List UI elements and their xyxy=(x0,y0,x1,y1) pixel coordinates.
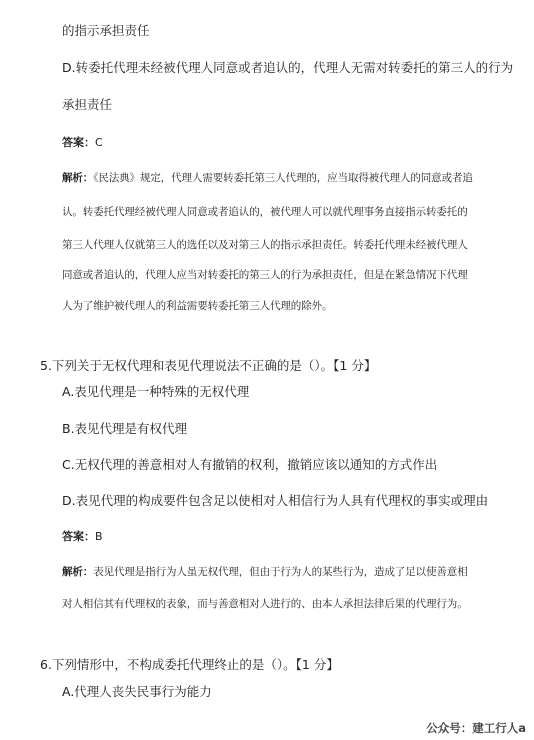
analysis-line-5: 人为了维护被代理人的利益需要转委托第三人代理的除外。 xyxy=(62,300,333,312)
option-c-continuation: 的指示承担责任 xyxy=(62,23,150,38)
analysis-line-4: 同意或者追认的，代理人应当对转委托的第三人的行为承担责任，但是在紧急情况下代理 xyxy=(62,269,468,281)
option-d-line1: D.转委托代理未经被代理人同意或者追认的，代理人无需对转委托的第三人的行为 xyxy=(62,60,514,75)
q6-option-a: A.代理人丧失民事行为能力 xyxy=(62,684,212,699)
analysis-label: 解析： xyxy=(62,566,94,578)
analysis-line-2: 认。转委托代理经被代理人同意或者追认的，被代理人可以就代理事务直接指示转委托的 xyxy=(62,206,468,218)
watermark: 公众号：建工行人a xyxy=(426,721,526,735)
analysis-label: 解析： xyxy=(62,172,94,184)
q5-option-b: B.表见代理是有权代理 xyxy=(62,421,188,436)
answer-value: B xyxy=(95,530,103,543)
q5-analysis-line-1 xyxy=(62,564,468,579)
answer-label: 答案： xyxy=(62,530,95,543)
question-5-title: 5.下列关于无权代理和表见代理说法不正确的是（）。【1 分】 xyxy=(40,358,377,373)
analysis-text: 表见代理是指行为人虽无权代理，但由于行为人的某些行为，造成了足以使善意相 xyxy=(93,566,468,578)
q5-option-d: D.表见代理的构成要件包含足以使相对人相信行为人具有代理权的事实或理由 xyxy=(62,493,489,508)
answer-value: C xyxy=(95,136,103,149)
answer-row-q5 xyxy=(62,528,103,544)
question-6-title: 6.下列情形中，不构成委托代理终止的是（）。【1 分】 xyxy=(40,657,339,672)
analysis-text: 《民法典》规定，代理人需要转委托第三人代理的，应当取得被代理人的同意或者追 xyxy=(93,172,473,184)
q5-option-c: C.无权代理的善意相对人有撤销的权利，撤销应该以通知的方式作出 xyxy=(62,457,438,472)
answer-row-prev xyxy=(62,134,103,150)
analysis-line-1 xyxy=(62,170,473,185)
q5-analysis-line-2: 对人相信其有代理权的表象，而与善意相对人进行的、由本人承担法律后果的代理行为。 xyxy=(62,598,468,610)
option-d-line2: 承担责任 xyxy=(62,97,113,112)
q5-option-a: A.表见代理是一种特殊的无权代理 xyxy=(62,384,250,399)
analysis-line-3: 第三人代理人仅就第三人的选任以及对第三人的指示承担责任。转委托代理未经被代理人 xyxy=(62,239,468,251)
answer-label: 答案： xyxy=(62,136,95,149)
